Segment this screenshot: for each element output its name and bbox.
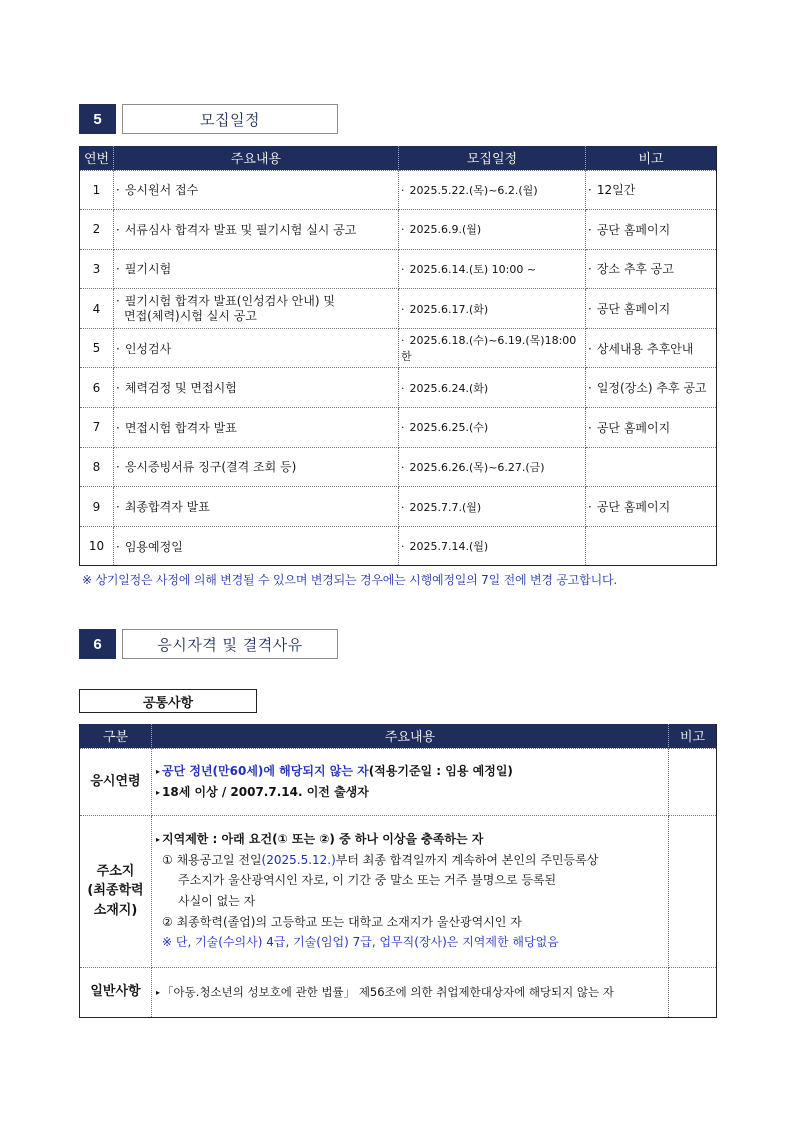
triangle-bullet-icon: ▸ [156,835,161,845]
content-text: 면접시험 합격자 발표 [124,420,237,435]
eligibility-table [79,724,717,1018]
note-text: 공단 홈페이지 [596,420,671,435]
section-6-header [79,629,338,659]
age-main-condition: 공단 정년(만60세)에 해당되지 않는 자 [162,763,369,778]
row-number: 5 [80,328,114,368]
exception-note: ※ 단, 기술(수의사) 4급, 기술(임업) 7급, 업무직(장사)은 지역제한 해당없음 [162,935,559,950]
content-text: 응시원서 접수 [124,183,199,198]
content-text: 응시증빙서류 징구(결격 조회 등) [124,460,297,475]
row-note [669,748,717,815]
table-header-row [80,146,717,170]
schedule-notice: ※ 상기일정은 사정에 의해 변경될 수 있으며 변경되는 경우에는 시행예정일의 7일 전에 변경 공고합니다. [82,573,617,587]
row-date: · 2025.5.22.(목)~6.2.(월) [399,170,586,210]
triangle-bullet-icon: ▸ [156,987,161,997]
condition-1-b: 부터 최종 합격일까지 계속하여 본인의 주민등록상 [335,852,599,867]
column-header: 구분 [80,724,152,748]
row-content: · 임용예정일 [114,526,399,566]
row-note [669,967,717,1017]
general-condition: 「아동.청소년의 성보호에 관한 법률」 제56조에 의한 취업제한대상자에 해당되지 않는 자 [162,984,614,999]
row-content: · 필기시험 합격자 발표(인성검사 안내) 및 면접(체력)시험 실시 공고 [114,289,399,329]
row-content: · 인성검사 [114,328,399,368]
row-date: · 2025.6.25.(수) [399,408,586,448]
row-number: 3 [80,249,114,289]
content-text: 인성검사 [124,341,172,356]
content-text: 필기시험 [124,262,172,277]
row-number: 4 [80,289,114,329]
row-note [586,447,717,487]
row-number: 6 [80,368,114,408]
column-header: 연번 [80,146,114,170]
age-birth-condition: 18세 이상 / 2007.7.14. 이전 출생자 [162,784,369,799]
section-title: 모집일정 [122,104,338,134]
date-text: 2025.6.17.(화) [409,302,489,316]
table-row [80,249,717,289]
table-row [80,289,717,329]
row-number: 8 [80,447,114,487]
date-text: 2025.7.7.(월) [409,500,482,514]
address-label-line: 주소지 [96,863,135,879]
date-text: 2025.6.14.(토) 10:00 ~ [409,262,537,276]
row-date: · 2025.6.18.(수)~6.19.(목)18:00한 [399,328,586,368]
column-header: 비고 [669,724,717,748]
table-row [80,487,717,527]
row-content: · 서류심사 합격자 발표 및 필기시험 실시 공고 [114,210,399,250]
date-text: 2025.6.26.(목)~6.27.(금) [409,460,545,474]
address-label-line: (최종학력 [87,883,144,899]
table-row [80,526,717,566]
content-text: 체력검정 및 면접시험 [124,381,237,396]
date-text: 2025.6.18.(수)~6.19.(목)18:00한 [401,334,577,364]
row-note: · 일정(장소) 추후 공고 [586,368,717,408]
section-number: 5 [79,104,116,134]
condition-2: ② 최종학력(졸업)의 고등학교 또는 대학교 소재지가 울산광역시인 자 [162,914,522,929]
row-date: · 2025.6.26.(목)~6.27.(금) [399,447,586,487]
row-note: · 12일간 [586,170,717,210]
row-content: · 면접시험 합격자 발표 [114,408,399,448]
row-note [586,526,717,566]
table-row [80,170,717,210]
region-restriction-head: 지역제한 : 아래 요건(① 또는 ②) 중 하나 이상을 충족하는 자 [162,832,484,847]
condition-1-date: (2025.5.12.) [261,852,336,867]
row-note: · 공단 홈페이지 [586,210,717,250]
date-text: 2025.7.14.(월) [409,540,489,554]
content-text: 면접(체력)시험 실시 공고 [124,308,257,323]
column-header: 주요내용 [114,146,399,170]
condition-1-line2: 주소지가 울산광역시인 자로, 이 기간 중 말소 또는 거주 불명으로 등록된 [178,873,557,888]
note-text: 일정(장소) 추후 공고 [596,381,707,396]
row-content: · 필기시험 [114,249,399,289]
table-header-row [80,724,717,748]
note-text: 장소 추후 공고 [596,262,675,277]
row-label: 응시연령 [80,748,152,815]
age-reference: (적용기준일 : 임용 예정일) [368,763,513,778]
table-row-age [80,748,717,815]
row-note: · 공단 홈페이지 [586,408,717,448]
schedule-table [79,146,717,566]
note-text: 12일간 [596,183,636,198]
row-note: · 상세내용 추후안내 [586,328,717,368]
row-label: 일반사항 [80,967,152,1017]
row-content: · 응시원서 접수 [114,170,399,210]
row-date: · 2025.6.17.(화) [399,289,586,329]
row-content: · 최종합격자 발표 [114,487,399,527]
date-text: 2025.6.9.(월) [409,223,482,237]
address-label-line: 소재지) [93,902,138,918]
row-content: · 체력검정 및 면접시험 [114,368,399,408]
row-date: · 2025.7.7.(월) [399,487,586,527]
table-row [80,408,717,448]
date-text: 2025.5.22.(목)~6.2.(월) [409,183,538,197]
section-5-header [79,104,338,134]
content-text: 필기시험 합격자 발표(인성검사 안내) 및 [124,294,335,309]
section-number: 6 [79,629,116,659]
condition-1-line3: 사실이 없는 자 [178,894,256,908]
note-text: 공단 홈페이지 [596,302,671,317]
table-row [80,210,717,250]
condition-1-a: ① 채용공고일 전일 [162,852,262,867]
content-text: 임용예정일 [124,539,183,554]
date-text: 2025.6.24.(화) [409,381,489,395]
column-header: 주요내용 [152,724,669,748]
table-row-general [80,967,717,1017]
table-row [80,328,717,368]
note-text: 공단 홈페이지 [596,222,671,237]
row-note: · 공단 홈페이지 [586,289,717,329]
row-date: · 2025.6.9.(월) [399,210,586,250]
common-items-label: 공통사항 [79,689,257,713]
row-number: 7 [80,408,114,448]
column-header: 비고 [586,146,717,170]
content-text: 최종합격자 발표 [124,500,210,515]
row-number: 2 [80,210,114,250]
table-row [80,447,717,487]
date-text: 2025.6.25.(수) [409,421,489,435]
section-title: 응시자격 및 결격사유 [122,629,338,659]
row-number: 9 [80,487,114,527]
row-date: · 2025.6.14.(토) 10:00 ~ [399,249,586,289]
row-content: · 응시증빙서류 징구(결격 조회 등) [114,447,399,487]
row-content [152,967,669,1017]
table-row [80,368,717,408]
row-label [80,815,152,967]
row-content [152,748,669,815]
content-text: 서류심사 합격자 발표 및 필기시험 실시 공고 [124,222,357,237]
row-date: · 2025.6.24.(화) [399,368,586,408]
note-text: 공단 홈페이지 [596,500,671,515]
triangle-bullet-icon: ▸ [156,766,161,776]
row-number: 10 [80,526,114,566]
row-content [152,815,669,967]
row-note: · 장소 추후 공고 [586,249,717,289]
row-number: 1 [80,170,114,210]
note-text: 상세내용 추후안내 [596,341,694,356]
column-header: 모집일정 [399,146,586,170]
triangle-bullet-icon: ▸ [156,787,161,797]
row-note: · 공단 홈페이지 [586,487,717,527]
table-row-address [80,815,717,967]
row-date: · 2025.7.14.(월) [399,526,586,566]
row-note [669,815,717,967]
